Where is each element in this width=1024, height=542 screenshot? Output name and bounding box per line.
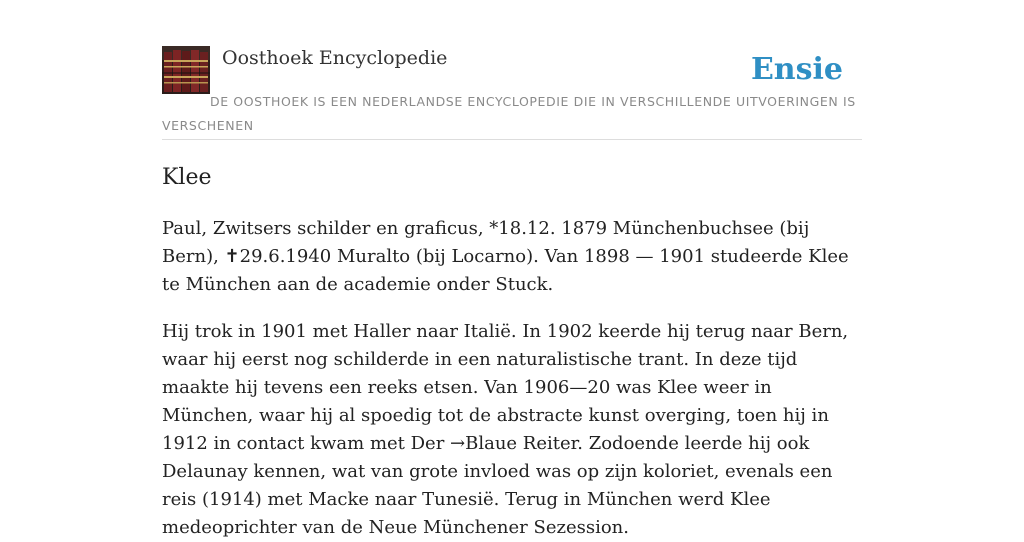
article-paragraph: Hij trok in 1901 met Haller naar Italië. In 1902 keerde hij terug naar Bern, waar hij eerst nog schilderde in een naturalistische trant. In deze tijd maakte hij tevens een reeks etsen. Van 1906—20 was Klee weer in München, waar hij al spoedig tot de abstracte kunst overging, toen hij in 1912 in contact kwam met Der →Blaue Reiter. Zodoende leerde hij ook Delaunay kennen, wat van grote invloed was op zijn koloriet, evenals een reis (1914) met Macke naar Tunesië. Terug in München werd Klee medeoprichter van de Neue Münchener Sezession. xyxy=(162,321,849,538)
site-title[interactable]: Oosthoek Encyclopedie xyxy=(222,47,448,69)
site-header xyxy=(162,46,862,140)
site-tagline: DE OOSTHOEK IS EEN NEDERLANDSE ENCYCLOPEDIE DIE IN VERSCHILLENDE UITVOERINGEN IS VERSCHENEN xyxy=(162,94,856,133)
brand-logo[interactable]: Ensie xyxy=(750,52,843,87)
book-spines-icon[interactable] xyxy=(162,46,210,94)
article xyxy=(162,160,864,542)
article-title: Klee xyxy=(162,165,212,190)
article-paragraph: Paul, Zwitsers schilder en graficus, *18.12. 1879 Münchenbuchsee (bij Bern), ✝29.6.1940 Muralto (bij Locarno). Van 1898 — 1901 studeerde Klee te München aan de academie onder Stuck. xyxy=(162,218,849,295)
